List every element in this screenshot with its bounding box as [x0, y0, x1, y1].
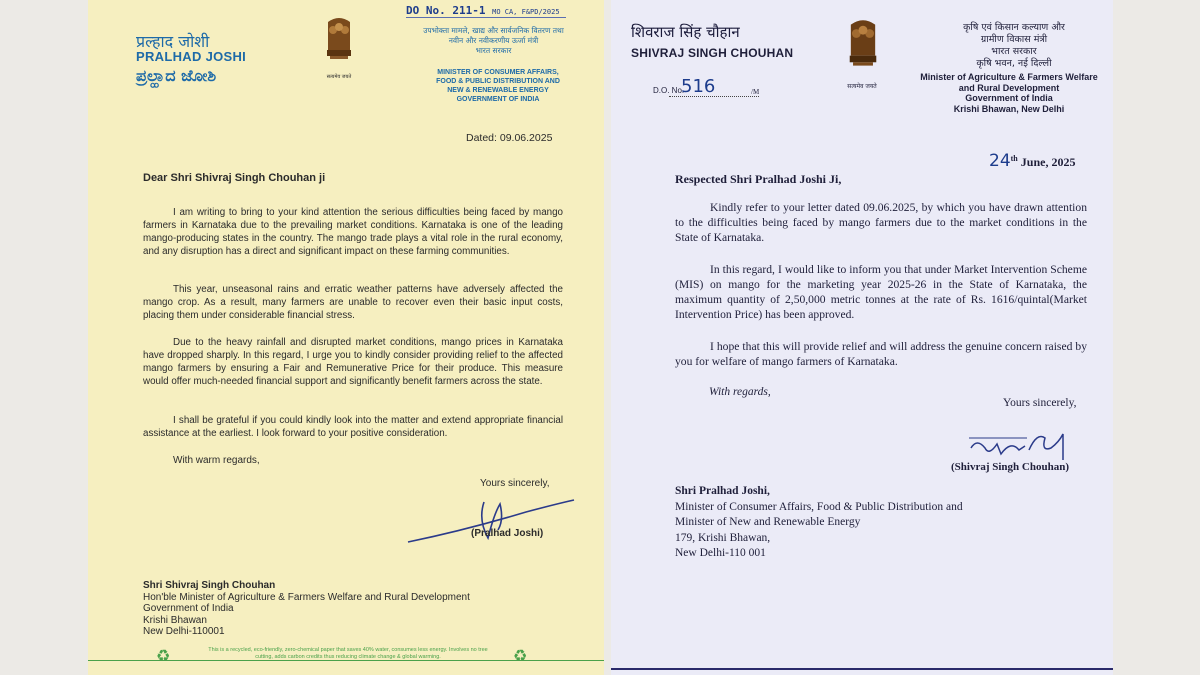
reference-number	[406, 4, 560, 17]
sender-name-english: PRALHAD JOSHI	[136, 49, 247, 64]
ministry-hindi-line: नवीन और नवीकरणीय ऊर्जा मंत्री	[448, 36, 539, 45]
letter-date: Dated: 09.06.2025	[466, 132, 553, 144]
footer-rule	[611, 668, 1113, 670]
ministry-english	[418, 68, 578, 104]
footer-eco-text: This is a recycled, eco-friendly, zero-chemical paper that saves 40% water, consumes less energy. Involves no tree cutting, adds carbon credits thus reducing climate change & global warming.	[208, 647, 488, 660]
ministry-hindi-line: कृषि भवन, नई दिल्ली	[976, 58, 1052, 69]
addressee-line: Hon'ble Minister of Agriculture & Farmers Welfare and Rural Development	[143, 591, 470, 603]
addressee-line: Minister of New and Renewable Energy	[675, 516, 861, 529]
reference-underline	[406, 17, 566, 18]
ministry-english-line: Government of India	[965, 93, 1053, 103]
ministry-english-line: NEW & RENEWABLE ENERGY	[447, 87, 549, 94]
sender-name-english: SHIVRAJ SINGH CHOUHAN	[631, 46, 794, 60]
addressee-block	[143, 580, 470, 638]
ministry-english	[909, 72, 1109, 114]
addressee-block	[675, 484, 963, 562]
sender-name-hindi: प्रल्हाद जोशी	[136, 32, 210, 51]
addressee-line: Government of India	[143, 603, 234, 614]
ministry-hindi-line: कृषि एवं किसान कल्याण और	[963, 22, 1065, 33]
yours-sincerely: Yours sincerely,	[1003, 397, 1077, 409]
do-suffix: /M	[751, 88, 760, 96]
body-paragraph: Kindly refer to your letter dated 09.06.2025, by which you have drawn attention to the difficulties being faced by mango farmers due to the market conditions in the State of Karnataka.	[675, 201, 1087, 244]
body-paragraph: I shall be grateful if you could kindly look into the matter and extend appropriate financial assistance at the earliest. I look forward to your positive consideration.	[143, 415, 563, 439]
do-underline	[669, 96, 759, 97]
sender-name-hindi: शिवराज सिंह चौहान	[631, 23, 740, 41]
ministry-english-line: GOVERNMENT OF INDIA	[456, 96, 540, 103]
signature-name: (Shivraj Singh Chouhan)	[951, 461, 1069, 473]
signature-name: (Pralhad Joshi)	[471, 528, 544, 539]
salutation: Respected Shri Pralhad Joshi Ji,	[675, 172, 842, 186]
reference-number-value: DO No. 211-1	[406, 4, 486, 17]
emblem-caption: सत्यमेव जयते	[326, 74, 352, 80]
ministry-hindi-line: भारत सरकार	[991, 46, 1037, 57]
sender-name-kannada: ಪ್ರಲ್ಹಾದ ಜೋಶಿ	[136, 66, 217, 85]
addressee-line: Shri Pralhad Joshi,	[675, 485, 770, 497]
right-letter	[611, 0, 1113, 675]
addressee-line: Minister of Consumer Affairs, Food & Public Distribution and	[675, 500, 963, 513]
salutation: Dear Shri Shivraj Singh Chouhan ji	[143, 172, 326, 184]
ministry-hindi	[406, 26, 581, 56]
body-paragraph: Due to the heavy rainfall and disrupted market conditions, mango prices in Karnataka have dropped sharply. In this regard, I urge you to kindly consider providing relief to the affected mango farmers by ensuring a Fair and Remunerative Price for their produce. This measure would offer much-needed financial support and significantly benefit farmers across the state.	[143, 337, 563, 387]
letter-date	[989, 151, 1075, 171]
ministry-hindi	[929, 22, 1099, 70]
body-paragraph: I hope that this will provide relief and will address the genuine concern raised by you for welfare of mango farmers of Karnataka.	[675, 340, 1087, 368]
recycle-icon: ♻	[513, 648, 528, 665]
national-emblem-icon	[322, 16, 356, 77]
ministry-english-line: Minister of Agriculture & Farmers Welfare	[920, 72, 1098, 82]
left-letter	[88, 0, 604, 675]
yours-sincerely: Yours sincerely,	[480, 478, 550, 489]
reference-suffix: MO CA, F&PD/2025	[492, 8, 560, 16]
body-paragraph: I am writing to bring to your kind attention the serious difficulties being faced by mango farmers in Karnataka due to the prevailing market conditions. Karnataka is one of the leading mango-producing states in the country. The mango trade plays a vital role in the rural economy, and any disruption has a direct and significant impact on these farming communities.	[143, 207, 563, 257]
body-paragraph: In this regard, I would like to inform you that under Market Intervention Scheme (MIS) on mango for the marketing year 2025-26 in the State of Karnataka, the maximum quantity of 2,50,000 metric tonnes at the rate of Rs. 1616/quintal(Market Intervention Price) has been approved.	[675, 263, 1087, 321]
emblem-caption: सत्यमेव जयते	[847, 83, 877, 90]
body-paragraph: This year, unseasonal rains and erratic weather patterns have adversely affected the mango crop. As a result, many farmers are unable to recover even their basic input costs, placing them under considerable financial stress.	[143, 284, 563, 321]
recycle-icon: ♻	[156, 648, 171, 665]
ministry-english-line: MINISTER OF CONSUMER AFFAIRS,	[437, 69, 559, 76]
date-month-year: June, 2025	[1017, 155, 1076, 169]
addressee-line: Krishi Bhawan	[143, 614, 207, 626]
ministry-hindi-line: ग्रामीण विकास मंत्री	[980, 34, 1048, 45]
footer-rule	[88, 660, 604, 661]
ministry-english-line: Krishi Bhawan, New Delhi	[953, 103, 1065, 114]
date-day: 24	[989, 151, 1011, 171]
ministry-hindi-line: उपभोक्ता मामले, खाद्य और सार्वजनिक वितरण तथा	[423, 26, 564, 35]
addressee-line: New Delhi-110 001	[675, 547, 766, 560]
ministry-english-line: and Rural Development	[958, 82, 1060, 93]
ministry-hindi-line: भारत सरकार	[475, 46, 512, 55]
do-label: D.O. No.	[653, 86, 685, 95]
addressee-line: 179, Krishi Bhawan,	[675, 531, 771, 544]
signature-icon	[406, 490, 576, 555]
addressee-line: Shri Shivraj Singh Chouhan	[143, 580, 276, 591]
national-emblem-icon	[843, 18, 883, 85]
addressee-line: New Delhi-110001	[143, 626, 225, 637]
ministry-english-line: FOOD & PUBLIC DISTRIBUTION AND	[436, 78, 560, 85]
date-ordinal: th	[1010, 154, 1018, 163]
closing-regards: With warm regards,	[173, 455, 260, 466]
do-number: 516	[681, 76, 716, 97]
closing-regards: With regards,	[709, 386, 771, 398]
